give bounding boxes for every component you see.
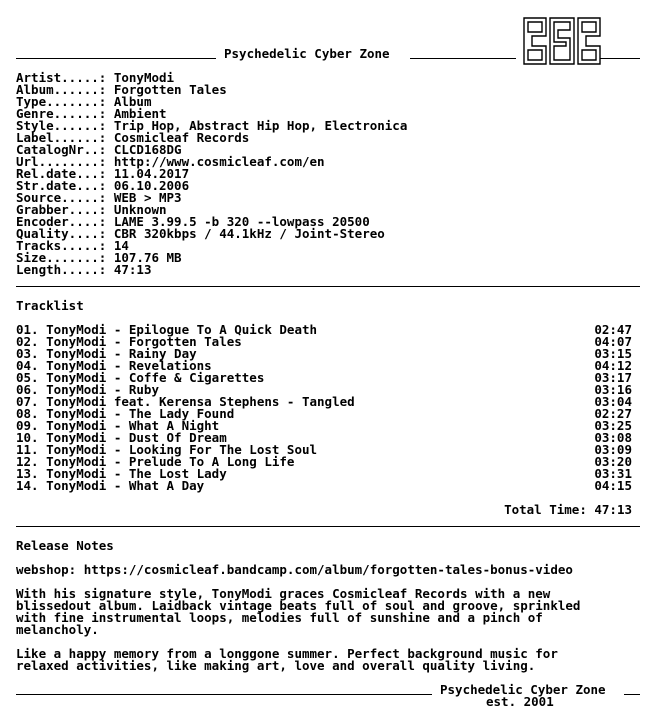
tracklist-rule [16, 526, 640, 527]
info-key: Style......: [16, 118, 114, 133]
info-value: Unknown [113, 202, 167, 217]
info-key: Grabber....: [16, 202, 114, 217]
track-time: 02:47 [594, 322, 632, 337]
info-key: Rel.date...: [16, 166, 114, 181]
info-value: Ambient [113, 106, 167, 121]
footer-title: Psychedelic Cyber Zone [440, 682, 606, 697]
track-time: 03:15 [594, 346, 632, 361]
total-time: Total Time: 47:13 [504, 502, 632, 517]
header-title: Psychedelic Cyber Zone [224, 46, 390, 61]
track-title: 14. TonyModi - What A Day [16, 478, 205, 493]
track-title: 09. TonyModi - What A Night [16, 418, 220, 433]
info-key: CatalogNr..: [16, 142, 114, 157]
info-key: Album......: [16, 82, 114, 97]
track-row [16, 480, 632, 492]
info-value: 14 [113, 238, 129, 253]
info-key: Str.date...: [16, 178, 114, 193]
info-value: Forgotten Tales [113, 82, 227, 97]
info-value: 47:13 [113, 262, 152, 277]
info-key: Source.....: [16, 190, 114, 205]
info-value: CLCD168DG [113, 142, 182, 157]
track-time: 03:20 [594, 454, 632, 469]
track-time: 03:25 [594, 418, 632, 433]
track-title: 04. TonyModi - Revelations [16, 358, 212, 373]
info-key: Tracks.....: [16, 238, 114, 253]
info-key: Size.......: [16, 250, 114, 265]
track-time: 04:15 [594, 478, 632, 493]
info-value: Trip Hop, Abstract Hip Hop, Electronica [113, 118, 408, 133]
tracklist-heading: Tracklist [16, 298, 84, 313]
info-key: Artist.....: [16, 70, 114, 85]
nfo-document [16, 0, 640, 720]
info-value: CBR 320kbps / 44.1kHz / Joint-Stereo [113, 226, 385, 241]
track-title: 07. TonyModi feat. Kerensa Stephens - Tangled [16, 394, 355, 409]
info-row [16, 264, 151, 276]
track-time: 04:12 [594, 358, 632, 373]
track-title: 11. TonyModi - Looking For The Lost Soul [16, 442, 318, 457]
track-title: 01. TonyModi - Epilogue To A Quick Death [16, 322, 318, 337]
track-title: 02. TonyModi - Forgotten Tales [16, 334, 242, 349]
track-time: 03:17 [594, 370, 632, 385]
info-value: 107.76 MB [113, 250, 182, 265]
footer-est: est. 2001 [486, 694, 554, 709]
track-title: 05. TonyModi - Coffe & Cigarettes [16, 370, 265, 385]
pcz-logo-icon [522, 16, 602, 66]
header-rule-end [600, 58, 640, 59]
release-notes-heading: Release Notes [16, 538, 114, 553]
notes-paragraph-2: Like a happy memory from a longgone summer. Perfect background music for relaxed activities, like making art, love and overall quality living. [16, 646, 558, 673]
info-value: Album [113, 94, 152, 109]
webshop-link[interactable]: webshop: https://cosmicleaf.bandcamp.com/album/forgotten-tales-bonus-video [16, 562, 573, 577]
track-time: 03:16 [594, 382, 632, 397]
track-time: 03:31 [594, 466, 632, 481]
track-time: 03:09 [594, 442, 632, 457]
info-value: Cosmicleaf Records [113, 130, 250, 145]
track-title: 13. TonyModi - The Lost Lady [16, 466, 227, 481]
info-value: LAME 3.99.5 -b 320 --lowpass 20500 [113, 214, 370, 229]
info-key: Type.......: [16, 94, 114, 109]
info-rule [16, 286, 640, 287]
track-time: 02:27 [594, 406, 632, 421]
info-key: Quality....: [16, 226, 114, 241]
info-value: WEB > MP3 [113, 190, 182, 205]
track-title: 03. TonyModi - Rainy Day [16, 346, 197, 361]
info-value: 11.04.2017 [113, 166, 190, 181]
track-time: 04:07 [594, 334, 632, 349]
track-time: 03:08 [594, 430, 632, 445]
track-title: 06. TonyModi - Ruby [16, 382, 159, 397]
header-rule-right [410, 58, 516, 59]
info-key: Length.....: [16, 262, 114, 277]
info-key: Label......: [16, 130, 114, 145]
footer-rule-left [16, 694, 432, 695]
notes-paragraph-1: With his signature style, TonyModi graces Cosmicleaf Records with a new blissedout album. Laidback vintage beats full of soul and groove, sprinkled with fine instrumental loops, melodies full of sunshine and a pinch of melancholy. [16, 586, 581, 637]
info-key: Encoder....: [16, 214, 114, 229]
track-title: 10. TonyModi - Dust Of Dream [16, 430, 227, 445]
info-value: 06.10.2006 [113, 178, 190, 193]
track-title: 12. TonyModi - Prelude To A Long Life [16, 454, 295, 469]
info-value[interactable]: http://www.cosmicleaf.com/en [113, 154, 325, 169]
info-key: Url........: [16, 154, 114, 169]
info-key: Genre......: [16, 106, 114, 121]
info-value: TonyModi [113, 70, 175, 85]
track-time: 03:04 [594, 394, 632, 409]
header-rule-left [16, 58, 216, 59]
footer-rule-right [624, 694, 640, 695]
track-title: 08. TonyModi - The Lady Found [16, 406, 235, 421]
